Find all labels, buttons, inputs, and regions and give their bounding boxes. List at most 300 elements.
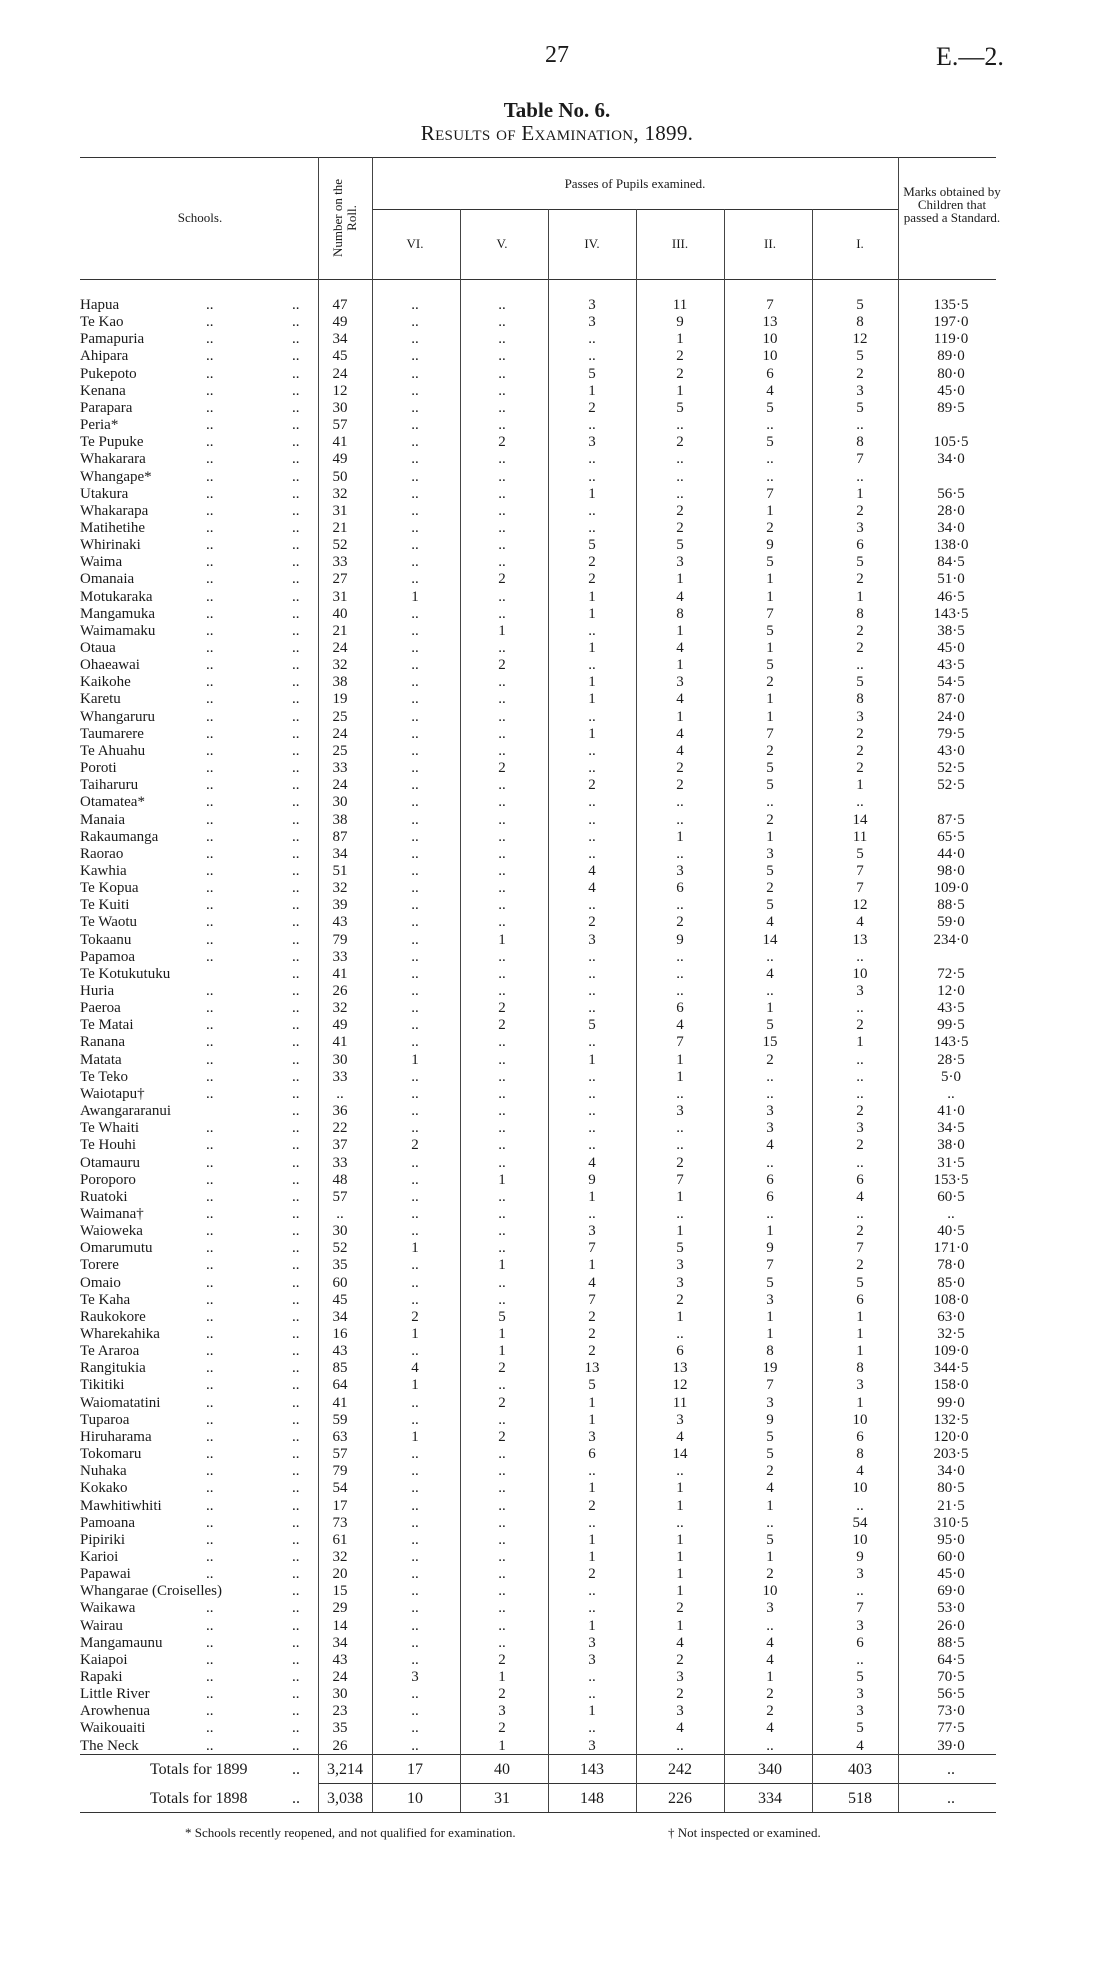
passes-std2: 5 — [766, 1531, 774, 1548]
marks-value: 38·0 — [937, 1137, 965, 1154]
roll-count: 73 — [332, 1514, 348, 1531]
marks-value: 98·0 — [937, 862, 965, 879]
passes-std6: .. — [411, 1188, 419, 1205]
table-row — [0, 1583, 1114, 1600]
roll-count: 52 — [332, 1240, 348, 1257]
passes-std3: 3 — [676, 862, 684, 879]
totals-std2: 340 — [758, 1761, 782, 1778]
leader-dots: .. — [206, 1326, 214, 1342]
passes-std3: 1 — [676, 382, 684, 399]
leader-dots: .. — [292, 519, 300, 536]
marks-value: 45·0 — [937, 1566, 965, 1583]
roll-count: 33 — [332, 554, 348, 571]
passes-std4: 2 — [588, 571, 596, 588]
school-name: Wairau — [80, 1617, 123, 1634]
passes-std5: 1 — [498, 1326, 506, 1342]
school-name: Te Ahuahu — [80, 742, 146, 759]
leader-dots: .. — [292, 1669, 300, 1685]
passes-std3: 3 — [676, 674, 684, 691]
school-name: Tikitiki — [80, 1377, 125, 1394]
table-row — [0, 1292, 1114, 1309]
leader-dots: .. — [292, 931, 300, 948]
passes-std3: 1 — [676, 1617, 684, 1634]
marks-value: 41·0 — [937, 1103, 965, 1119]
passes-std6: .. — [411, 399, 419, 416]
school-name: Mangamuka — [80, 605, 155, 622]
header-bottom-rule — [80, 279, 996, 280]
passes-std3: 1 — [676, 828, 684, 845]
passes-std2: 1 — [766, 502, 774, 519]
leader-dots: .. — [206, 485, 214, 502]
leader-dots: .. — [292, 1308, 300, 1325]
roll-count: 34 — [332, 1308, 348, 1325]
marks-value: 31·5 — [937, 1154, 965, 1171]
roll-count: 59 — [332, 1411, 348, 1428]
roll-count: 54 — [332, 1480, 348, 1497]
leader-dots: .. — [206, 1017, 214, 1034]
passes-std1: 3 — [856, 1377, 864, 1394]
leader-dots: .. — [292, 1085, 300, 1102]
passes-std5: .. — [498, 1600, 506, 1617]
school-name: Waiomatatini — [80, 1394, 161, 1411]
passes-header: Passes of Pupils examined. — [564, 176, 706, 191]
leader-dots: .. — [292, 1343, 300, 1360]
table-row — [0, 1275, 1114, 1292]
school-name: Hapua — [80, 297, 120, 313]
table-row — [0, 434, 1114, 451]
leader-dots: .. — [292, 537, 300, 554]
page-reference: E.—2. — [936, 42, 1004, 71]
passes-std5: .. — [498, 399, 506, 416]
passes-std1: 3 — [856, 519, 864, 536]
leader-dots: .. — [292, 794, 300, 811]
table-row — [0, 606, 1114, 623]
marks-value: 85·0 — [937, 1274, 965, 1291]
leader-dots: .. — [292, 605, 300, 622]
leader-dots: .. — [206, 1051, 214, 1068]
table-row — [0, 571, 1114, 588]
passes-std4: 1 — [588, 605, 596, 622]
passes-std1: .. — [856, 1085, 864, 1102]
marks-value: 46·5 — [937, 588, 965, 605]
passes-std4: .. — [588, 1205, 596, 1222]
passes-std3: .. — [676, 417, 684, 433]
passes-std2: .. — [766, 1068, 774, 1085]
passes-std6: .. — [411, 1651, 419, 1668]
passes-std2: 7 — [766, 485, 774, 502]
passes-std1: 2 — [856, 640, 864, 656]
school-name: Torere — [80, 1257, 119, 1274]
passes-std2: 6 — [766, 1188, 774, 1205]
leader-dots: .. — [206, 794, 214, 811]
leader-dots: .. — [206, 725, 214, 742]
leader-dots: .. — [292, 691, 300, 708]
leader-dots: .. — [292, 502, 300, 519]
marks-value: 203·5 — [933, 1446, 969, 1462]
table-row — [0, 1566, 1114, 1583]
leader-dots: .. — [292, 1171, 300, 1188]
passes-std3: 12 — [672, 1377, 688, 1394]
marks-value: 63·0 — [937, 1308, 965, 1325]
table-row — [0, 949, 1114, 966]
leader-dots: .. — [206, 931, 214, 948]
passes-std5: .. — [498, 1188, 506, 1205]
leader-dots: .. — [292, 1017, 300, 1034]
marks-value: 32·5 — [937, 1326, 965, 1342]
table-row — [0, 503, 1114, 520]
table-row — [0, 1412, 1114, 1429]
roll-count: 25 — [332, 742, 348, 759]
table-row — [0, 760, 1114, 777]
marks-value: 153·5 — [933, 1171, 969, 1188]
marks-value: 99·0 — [937, 1394, 965, 1411]
marks-value: 38·5 — [937, 622, 965, 639]
passes-std1: .. — [856, 1068, 864, 1085]
passes-std1: 6 — [856, 1428, 864, 1445]
table-subtitle — [0, 121, 1114, 146]
passes-std1: 5 — [856, 297, 864, 313]
school-name: Poroti — [80, 760, 117, 776]
passes-std4: .. — [588, 1034, 596, 1051]
passes-std4: 3 — [588, 931, 596, 948]
leader-dots: .. — [206, 828, 214, 845]
passes-std3: .. — [676, 897, 684, 914]
marks-value: 78·0 — [937, 1257, 965, 1274]
roll-count: 16 — [332, 1326, 348, 1342]
passes-std3: 1 — [676, 1223, 684, 1240]
table-row — [0, 794, 1114, 811]
leader-dots: .. — [292, 1531, 300, 1548]
leader-dots: .. — [206, 1463, 214, 1480]
marks-value: 54·5 — [937, 674, 965, 691]
school-name: Pipiriki — [80, 1531, 126, 1548]
table-row — [0, 1738, 1114, 1755]
leader-dots: .. — [292, 828, 300, 845]
passes-std2: 8 — [766, 1343, 774, 1360]
passes-std2: .. — [766, 1154, 774, 1171]
roll-count: 41 — [332, 1034, 348, 1051]
table-row — [0, 1155, 1114, 1172]
marks-value: .. — [947, 1085, 955, 1102]
roll-count: 29 — [332, 1600, 348, 1617]
passes-std2: 19 — [762, 1360, 778, 1377]
table-row — [0, 314, 1114, 331]
passes-std3: .. — [676, 468, 684, 485]
leader-dots: .. — [206, 1120, 214, 1137]
roll-count: 57 — [332, 1446, 348, 1462]
passes-std1: 13 — [852, 931, 868, 948]
passes-std1: 6 — [856, 1171, 864, 1188]
passes-std5: 2 — [498, 1394, 506, 1411]
passes-std6: .. — [411, 742, 419, 759]
passes-std1: 1 — [856, 1394, 864, 1411]
passes-std5: 1 — [498, 1737, 506, 1754]
leader-dots: .. — [206, 502, 214, 519]
leader-dots: .. — [206, 914, 214, 931]
passes-std5: .. — [498, 1377, 506, 1394]
roll-count: 32 — [332, 880, 348, 897]
school-name: Peria* — [80, 417, 119, 433]
passes-std4: .. — [588, 708, 596, 725]
table-row — [0, 1669, 1114, 1686]
passes-std3: 1 — [676, 1531, 684, 1548]
table-row — [0, 1720, 1114, 1737]
marks-value: 105·5 — [933, 434, 969, 451]
passes-std1: 7 — [856, 862, 864, 879]
leader-dots: .. — [206, 1394, 214, 1411]
passes-std3: 3 — [676, 1257, 684, 1274]
passes-std6: 1 — [411, 1051, 419, 1068]
school-name: The Neck — [80, 1737, 139, 1754]
leader-dots: .. — [206, 657, 214, 674]
leader-dots: .. — [206, 554, 214, 571]
totals-std4: 143 — [580, 1761, 604, 1778]
passes-std5: .. — [498, 537, 506, 554]
passes-std2: .. — [766, 794, 774, 811]
passes-std5: .. — [498, 1480, 506, 1497]
passes-std2: 4 — [766, 1651, 774, 1668]
passes-std6: .. — [411, 948, 419, 965]
marks-value: 26·0 — [937, 1617, 965, 1634]
table-row — [0, 1034, 1114, 1051]
school-name: Ahipara — [80, 348, 129, 365]
passes-std1: 1 — [856, 588, 864, 605]
school-name: Papamoa — [80, 948, 135, 965]
passes-std2: 2 — [766, 1703, 774, 1720]
school-name: Parapara — [80, 399, 133, 416]
passes-rule — [372, 209, 898, 210]
passes-std4: 1 — [588, 1703, 596, 1720]
passes-std1: 2 — [856, 742, 864, 759]
marks-value: 234·0 — [933, 931, 969, 948]
roll-count: 38 — [332, 811, 348, 828]
leader-dots: .. — [292, 1394, 300, 1411]
passes-std3: 11 — [672, 297, 688, 313]
passes-std1: .. — [856, 657, 864, 674]
marks-value: 108·0 — [933, 1291, 969, 1308]
leader-dots: .. — [206, 1686, 214, 1703]
table-row — [0, 1120, 1114, 1137]
leader-dots: .. — [292, 348, 300, 365]
table-row — [0, 1532, 1114, 1549]
marks-value: 143·5 — [933, 1034, 969, 1051]
roll-count: 33 — [332, 948, 348, 965]
school-name: Omaio — [80, 1274, 121, 1291]
passes-std4: 4 — [588, 862, 596, 879]
marks-value: 60·0 — [937, 1548, 965, 1565]
table-row — [0, 1017, 1114, 1034]
passes-std6: .. — [411, 1497, 419, 1514]
passes-std4: .. — [588, 811, 596, 828]
passes-std1: 3 — [856, 983, 864, 999]
passes-std6: .. — [411, 468, 419, 485]
table-row — [0, 640, 1114, 657]
table-row — [0, 1600, 1114, 1617]
passes-std3: .. — [676, 1737, 684, 1754]
passes-std6: .. — [411, 451, 419, 468]
passes-std6: .. — [411, 485, 419, 502]
passes-std2: 5 — [766, 554, 774, 571]
passes-std6: .. — [411, 1600, 419, 1617]
roll-count: 22 — [332, 1120, 348, 1137]
roll-count: 36 — [332, 1103, 348, 1119]
roll-count: 57 — [332, 417, 348, 433]
passes-std1: 1 — [856, 1343, 864, 1360]
roll-count: 40 — [332, 605, 348, 622]
passes-std1: .. — [856, 1051, 864, 1068]
std1-header: I. — [856, 236, 864, 251]
marks-value: 52·5 — [937, 760, 965, 776]
passes-std5: .. — [498, 742, 506, 759]
passes-std2: 5 — [766, 1428, 774, 1445]
passes-std5: .. — [498, 1137, 506, 1154]
totals-std1: 518 — [848, 1790, 872, 1807]
table-row — [0, 1515, 1114, 1532]
passes-std4: 5 — [588, 1377, 596, 1394]
school-name: Huria — [80, 983, 115, 999]
table-row — [0, 743, 1114, 760]
totals-std6: 10 — [407, 1790, 423, 1807]
school-name: Motukaraka — [80, 588, 153, 605]
leader-dots: .. — [206, 1651, 214, 1668]
roll-count: 45 — [332, 1291, 348, 1308]
marks-value: 65·5 — [937, 828, 965, 845]
schools-header: Schools. — [177, 210, 223, 225]
school-name: Omarumutu — [80, 1240, 153, 1257]
totals-roll: 3,038 — [327, 1790, 363, 1807]
leader-dots: .. — [206, 1291, 214, 1308]
passes-std3: 3 — [676, 1103, 684, 1119]
passes-std2: .. — [766, 417, 774, 433]
leader-dots: .. — [292, 1566, 300, 1583]
passes-std5: .. — [498, 605, 506, 622]
leader-dots: .. — [292, 811, 300, 828]
passes-std1: 1 — [856, 777, 864, 794]
roll-count: 50 — [332, 468, 348, 485]
passes-std2: 1 — [766, 691, 774, 708]
school-name: Pamoana — [80, 1514, 135, 1531]
leader-dots: .. — [206, 1223, 214, 1240]
school-name: Whangape* — [80, 468, 152, 485]
passes-std3: .. — [676, 1120, 684, 1137]
school-name: Whirinaki — [80, 537, 141, 554]
passes-std2: 2 — [766, 1463, 774, 1480]
passes-std3: .. — [676, 794, 684, 811]
leader-dots: .. — [206, 983, 214, 999]
leader-dots: .. — [206, 382, 214, 399]
passes-std2: .. — [766, 1205, 774, 1222]
passes-std1: 2 — [856, 1017, 864, 1034]
table-row — [0, 880, 1114, 897]
passes-std1: 4 — [856, 1188, 864, 1205]
marks-value: 143·5 — [933, 605, 969, 622]
marks-value: 28·5 — [937, 1051, 965, 1068]
passes-std3: 1 — [676, 622, 684, 639]
passes-std5: .. — [498, 1034, 506, 1051]
passes-std6: .. — [411, 1634, 419, 1651]
roll-count: 61 — [332, 1531, 348, 1548]
passes-std1: 3 — [856, 1703, 864, 1720]
passes-std4: 2 — [588, 777, 596, 794]
totals-mid-rule — [318, 1783, 996, 1784]
roll-count: 47 — [332, 297, 348, 313]
passes-std6: .. — [411, 417, 419, 433]
passes-std3: .. — [676, 485, 684, 502]
school-name: Kenana — [80, 382, 126, 399]
passes-std6: 1 — [411, 588, 419, 605]
passes-std6: .. — [411, 828, 419, 845]
passes-std6: .. — [411, 845, 419, 862]
leader-dots: .. — [292, 760, 300, 776]
passes-std3: 4 — [676, 1017, 684, 1034]
passes-std1: 3 — [856, 1617, 864, 1634]
leader-dots: .. — [206, 1566, 214, 1583]
school-name: Ranana — [80, 1034, 125, 1051]
table-row — [0, 674, 1114, 691]
subtitle-year: , 1899. — [633, 121, 694, 145]
passes-std4: .. — [588, 417, 596, 433]
passes-std4: .. — [588, 1085, 596, 1102]
passes-std2: 5 — [766, 1446, 774, 1462]
table-row — [0, 1686, 1114, 1703]
roll-count: 27 — [332, 571, 348, 588]
passes-std1: .. — [856, 794, 864, 811]
school-name: Nuhaka — [80, 1463, 127, 1480]
leader-dots: .. — [206, 742, 214, 759]
roll-count: 15 — [332, 1583, 348, 1600]
passes-std2: 15 — [762, 1034, 778, 1051]
passes-std6: .. — [411, 1120, 419, 1137]
roll-count: 17 — [332, 1497, 348, 1514]
passes-std6: .. — [411, 365, 419, 382]
leader-dots: .. — [292, 1480, 300, 1497]
passes-std6: 3 — [411, 1669, 419, 1685]
passes-std4: .. — [588, 983, 596, 999]
leader-dots: .. — [292, 1497, 300, 1514]
roll-count: 21 — [332, 519, 348, 536]
passes-std2: .. — [766, 468, 774, 485]
school-name: Papawai — [80, 1566, 131, 1583]
leader-dots: .. — [292, 1205, 300, 1222]
leader-dots: .. — [292, 1463, 300, 1480]
marks-value: 89·5 — [937, 399, 965, 416]
passes-std2: 3 — [766, 845, 774, 862]
marks-value: 51·0 — [937, 571, 965, 588]
passes-std1: 5 — [856, 399, 864, 416]
passes-std1: .. — [856, 1154, 864, 1171]
passes-std6: .. — [411, 640, 419, 656]
school-name: Tokaanu — [80, 931, 132, 948]
leader-dots: .. — [206, 880, 214, 897]
roll-count: 12 — [332, 382, 348, 399]
marks-value: 12·0 — [937, 983, 965, 999]
table-row — [0, 1206, 1114, 1223]
passes-std3: 1 — [676, 331, 684, 348]
std4-header: IV. — [584, 236, 600, 251]
marks-value: 60·5 — [937, 1188, 965, 1205]
passes-std6: .. — [411, 1205, 419, 1222]
roll-count: 24 — [332, 1669, 348, 1685]
table-row — [0, 1189, 1114, 1206]
roll-count: 34 — [332, 845, 348, 862]
leader-dots: .. — [292, 1686, 300, 1703]
marks-value: 79·5 — [937, 725, 965, 742]
roll-count: 49 — [332, 314, 348, 331]
footnote-reopened: * Schools recently reopened, and not qualified for examination. — [185, 1825, 516, 1840]
marks-value: 28·0 — [937, 502, 965, 519]
passes-std4: 4 — [588, 880, 596, 897]
school-name: Pukepoto — [80, 365, 137, 382]
